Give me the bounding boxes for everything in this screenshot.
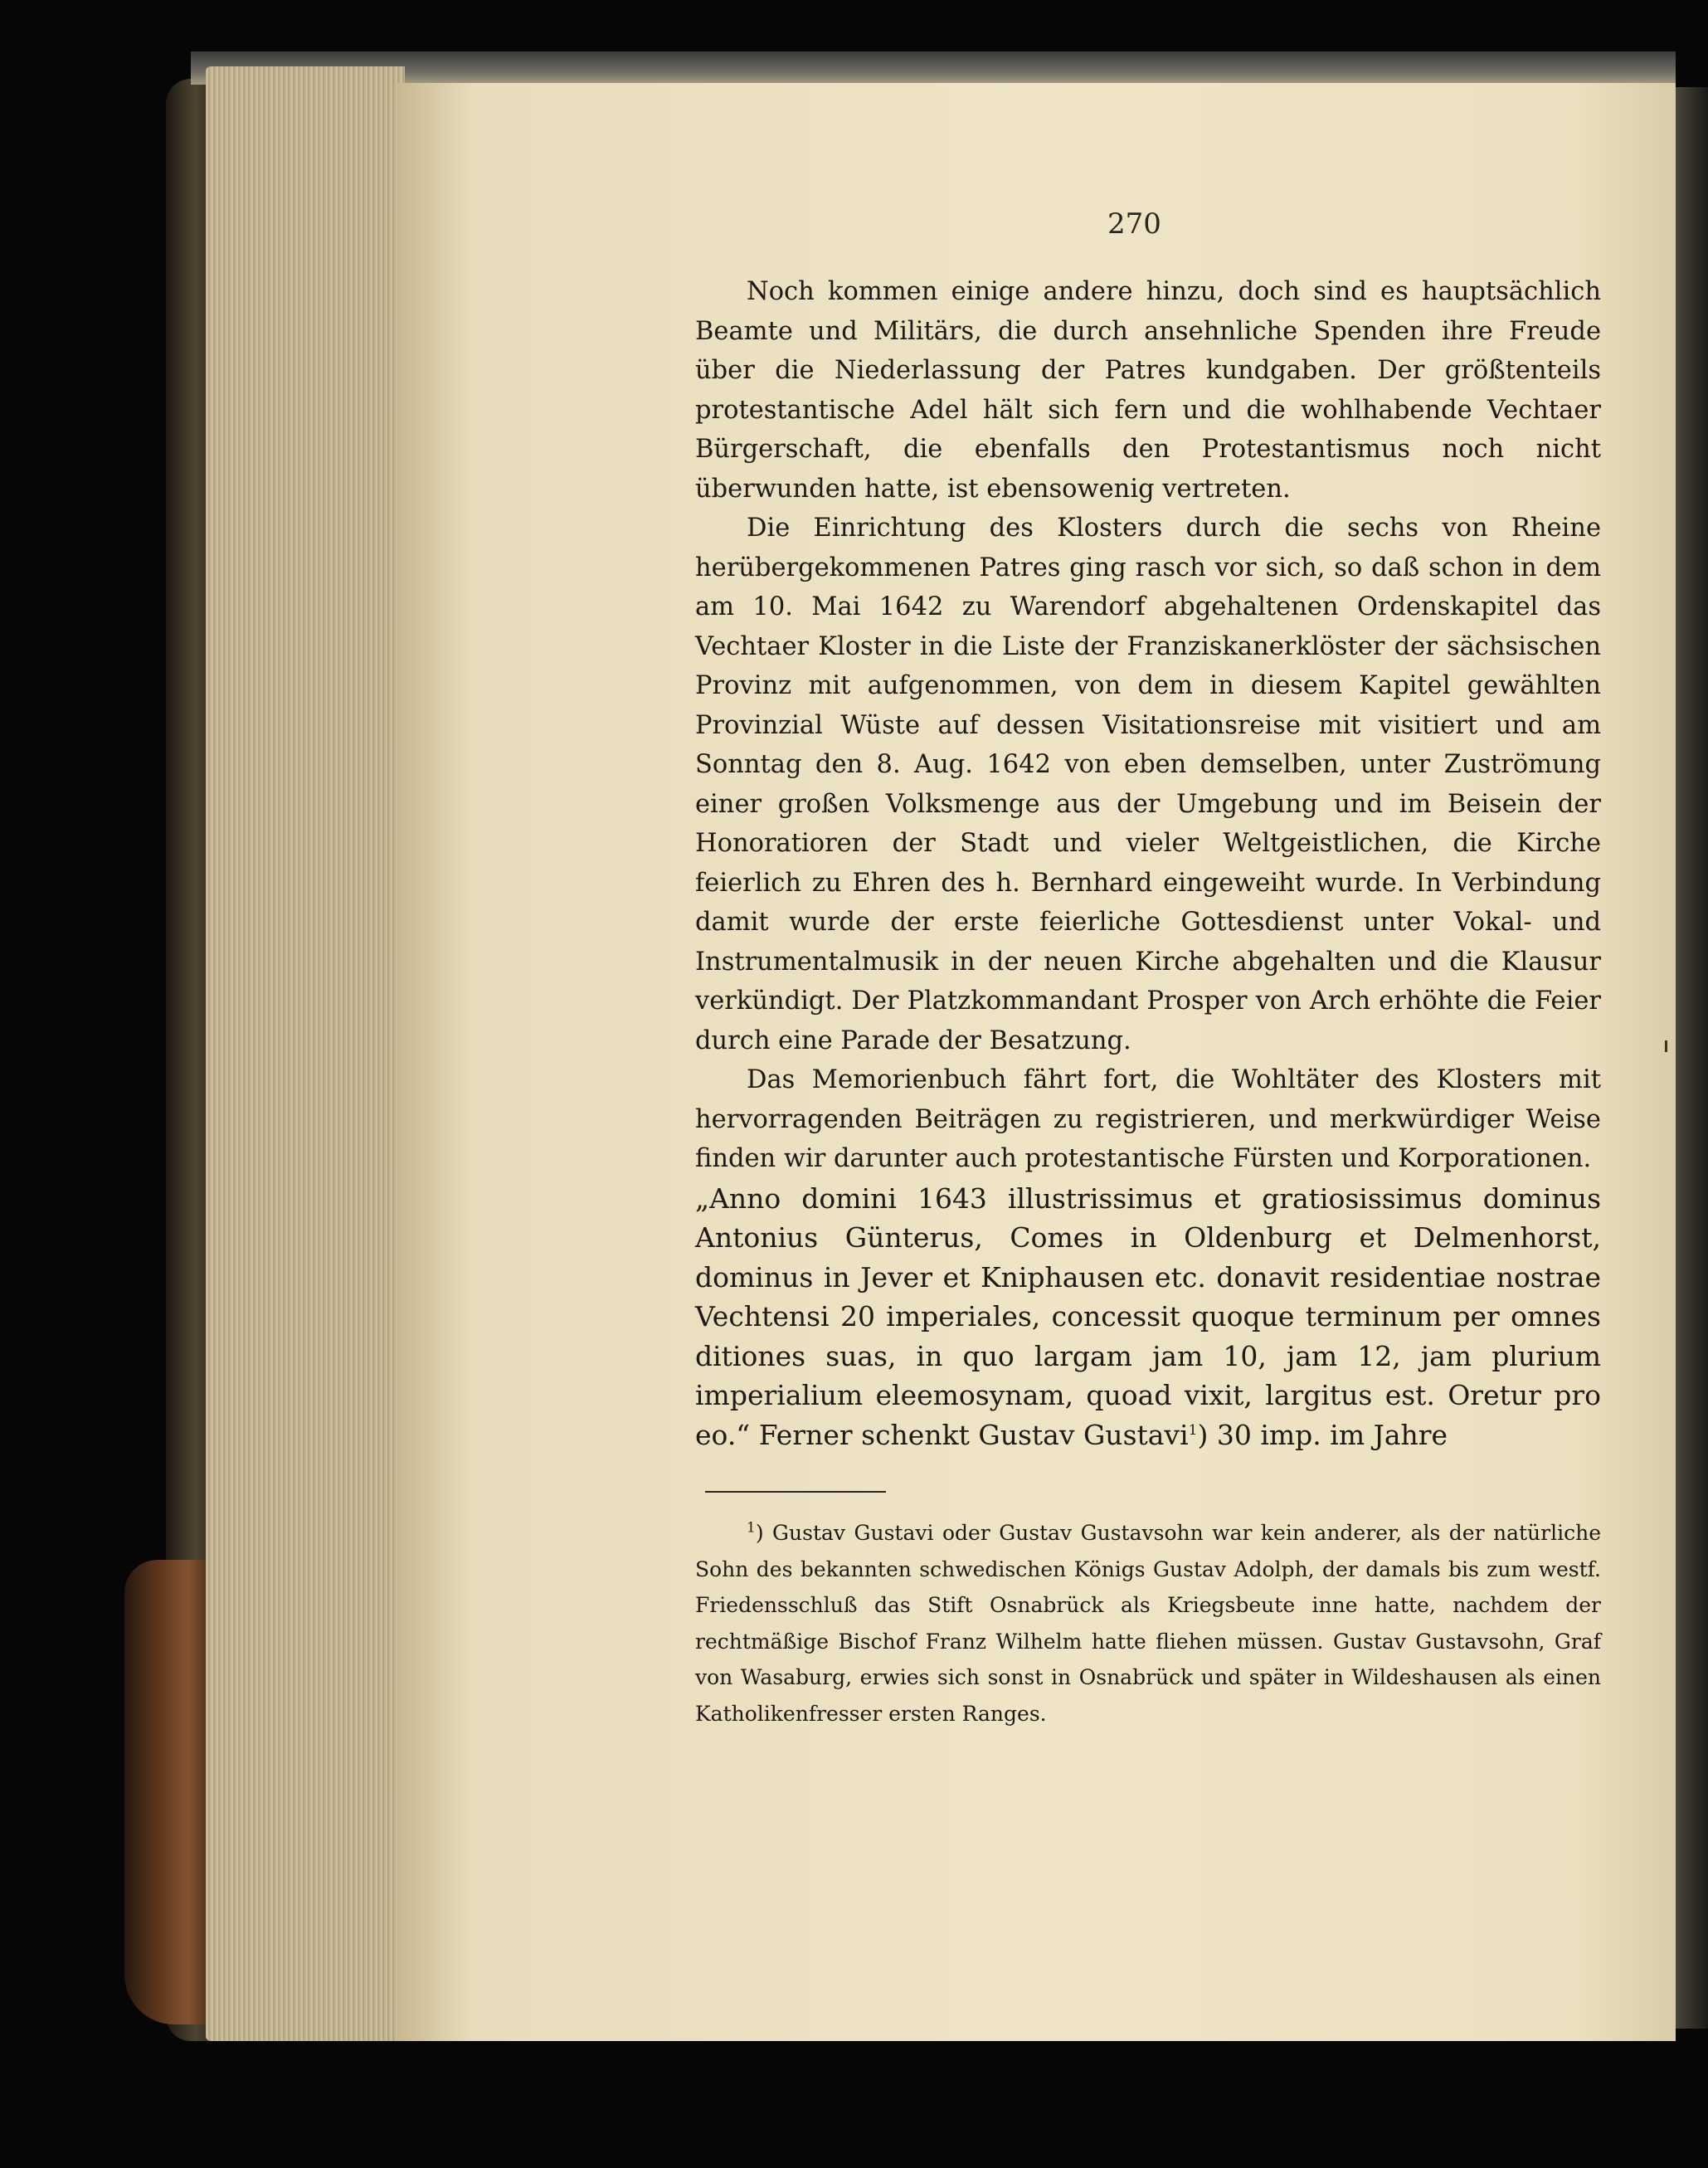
page-body-text [695,272,1601,1454]
page-stack-edges [206,66,405,2041]
paragraph-3: Das Memorienbuch fährt fort, die Wohltäter des Klosters mit hervorragenden Beiträgen zu registrieren, und merkwürdiger Weise finden wir darunter auch protestantische Fürsten und Korporationen. [695,1065,1601,1173]
page-number: 270 [1107,207,1161,241]
quote-continuation: Ferner schenkt Gustav Gustavi [758,1418,1189,1451]
footnote [695,1515,1601,1732]
latin-quote: „Anno domini 1643 illustrissimus et gratiosissimus dominus Antonius Günterus, Comes in Oldenburg et Delmenhorst, dominus in Jever et Kniphausen etc. donavit residentiae nostrae Vechtensi 20 imperiales, concessit quoque terminum per omnes ditiones suas, in quo largam jam 10, jam 12, jam plurium imperialium eleemosynam, quoad vixit, largitus est. Oretur pro eo.“ [695,1181,1601,1451]
facing-page-edge [1676,87,1708,2029]
paragraph-1: Noch kommen einige andere hinzu, doch sind es hauptsächlich Beamte und Militärs, die durch ansehnliche Spenden ihre Freude über die Niederlassung der Patres kundgaben. Der größtenteils protestantische Adel hält sich fern und die wohlhabende Vechtaer Bürgerschaft, die ebenfalls den Protestantismus noch nicht überwunden hatte, ist ebensowenig vertreten. [695,277,1601,504]
footnote-divider [705,1491,886,1493]
worn-binding-edge [124,1560,216,2024]
footnote-reference: 1 [1188,1421,1198,1439]
footnote-text: ) Gustav Gustavi oder Gustav Gustavsohn war kein anderer, als der natürliche Sohn des bekannten schwedischen Königs Gustav Adolph, der damals bis zum westf. Friedensschluß das Stift Osnabrück als Kriegsbeute inne hatte, nachdem der rechtmäßige Bischof Franz Wilhelm hatte fliehen müssen. Gustav Gustavsohn, Graf von Wasaburg, erwies sich sonst in Osnabrück und später in Wildeshausen als einen Katholikenfresser ersten Ranges. [695,1521,1601,1726]
paragraph-2: Die Einrichtung des Klosters durch die sechs von Rheine herübergekommenen Patres ging rasch vor sich, so daß schon in dem am 10. Mai 1642 zu Warendorf abgehaltenen Ordenskapitel das Vechtaer Kloster in die Liste der Franziskanerklöster der sächsischen Provinz mit aufgenommen, von dem in diesem Kapitel gewählten Provinzial Wüste auf dessen Visitationsreise mit visitiert und am Sonntag den 8. Aug. 1642 von eben demselben, unter Zuströmung einer großen Volksmenge aus der Umgebung und im Beisein der Honoratioren der Stadt und vieler Weltgeistlichen, die Kirche feierlich zu Ehren des h. Bernhard eingeweiht wurde. In Verbindung damit wurde der erste feierliche Gottesdienst unter Vokal- und Instrumentalmusik in der neuen Kirche abgehalten und die Klausur verkündigt. Der Platzkommandant Prosper von Arch erhöhte die Feier durch eine Parade der Besatzung. [695,514,1601,1055]
page-stack-top-edge [191,51,1676,85]
quote-continuation-end: ) 30 imp. im Jahre [1197,1418,1448,1451]
footnote-marker: 1 [747,1519,756,1537]
page-speck [1665,1040,1667,1052]
latin-quote-paragraph [695,1179,1601,1455]
